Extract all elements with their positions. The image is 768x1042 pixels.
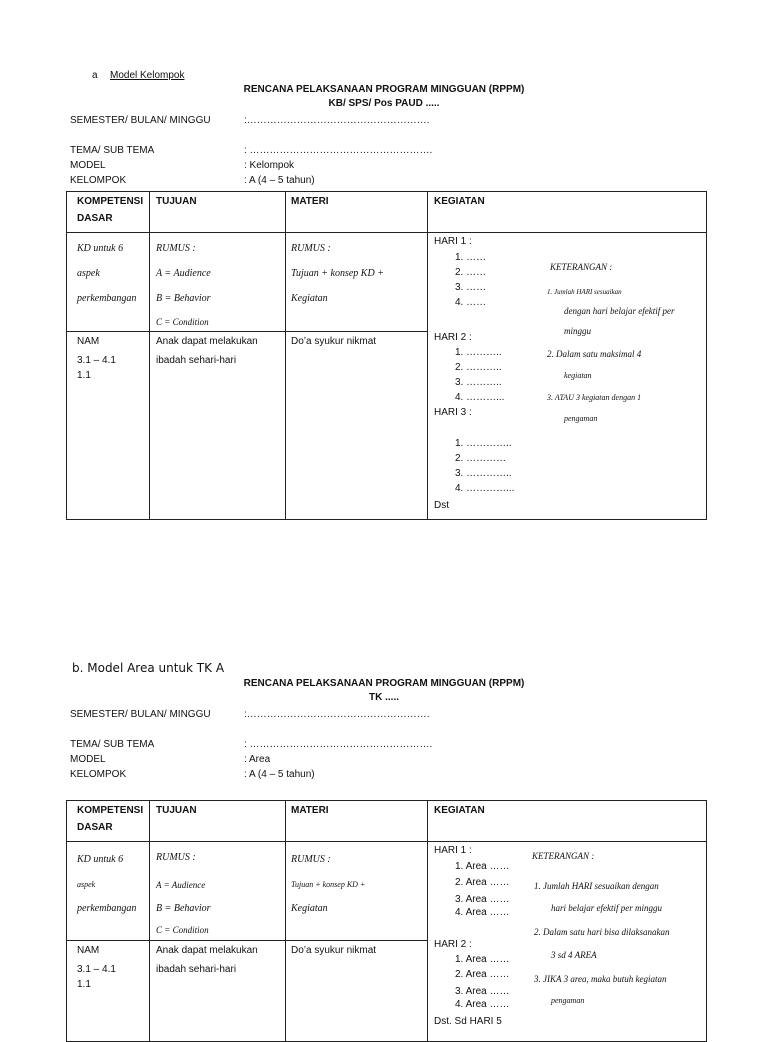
- keterangan-item: pengaman: [551, 996, 585, 1005]
- list-item: 4. Area ……: [455, 907, 510, 918]
- kd-range: 3.1 – 4.1: [77, 355, 116, 366]
- list-item: 3. Area ……: [455, 986, 510, 997]
- keterangan-item: 2. Dalam satu maksimal 4: [547, 349, 642, 359]
- keterangan-item: minggu: [564, 326, 591, 336]
- list-item: 3. …………..: [455, 468, 512, 479]
- col-divider: [285, 192, 286, 519]
- materi-formula: Kegiatan: [291, 903, 328, 914]
- col-divider: [149, 192, 150, 519]
- rumus-label: RUMUS :: [156, 243, 196, 254]
- model-value: : Area: [244, 754, 271, 765]
- kd-note: KD untuk 6: [77, 854, 124, 865]
- tujuan-text: ibadah sehari-hari: [156, 964, 237, 975]
- hari-2: HARI 2 :: [434, 939, 472, 950]
- list-item: 1. ………..: [455, 347, 502, 358]
- list-item: 2. ………..: [455, 362, 502, 373]
- kd-note: KD untuk 6: [77, 243, 124, 254]
- hari-2: HARI 2 :: [434, 332, 472, 343]
- rumus-c: C = Condition: [156, 317, 209, 327]
- header-kegiatan: KEGIATAN: [434, 196, 485, 207]
- kelompok-value: : A (4 – 5 tahun): [244, 175, 315, 186]
- header-tujuan: TUJUAN: [156, 196, 197, 207]
- col-divider: [427, 801, 428, 1041]
- header-kompetensi: KOMPETENSI: [77, 805, 144, 816]
- section-a-heading: Model Kelompok: [110, 70, 185, 81]
- row-divider: [67, 841, 706, 842]
- list-item: 3. ……: [455, 282, 487, 293]
- header-dasar: DASAR: [77, 822, 113, 833]
- rumus-a: A = Audience: [156, 268, 211, 279]
- header-kegiatan: KEGIATAN: [434, 805, 485, 816]
- semester-label: SEMESTER/ BULAN/ MINGGU: [70, 115, 211, 126]
- tujuan-text: Anak dapat melakukan: [156, 945, 258, 956]
- materi-formula: Tujuan + konsep KD +: [291, 268, 384, 279]
- header-materi: MATERI: [291, 805, 329, 816]
- list-item: 2. Area ……: [455, 969, 510, 980]
- section-b-title: RENCANA PELAKSANAAN PROGRAM MINGGUAN (RPPM): [243, 678, 525, 689]
- materi-formula: Kegiatan: [291, 293, 328, 304]
- kelompok-label: KELOMPOK: [70, 175, 127, 186]
- keterangan-item: 3. ATAU 3 kegiatan dengan 1: [547, 393, 642, 402]
- semester-value: :……………………………………………….: [244, 115, 430, 126]
- list-item: 2. Area ……: [455, 877, 510, 888]
- rppm-table-a: [66, 191, 707, 520]
- col-divider: [285, 801, 286, 1041]
- section-b-subtitle: TK .....: [369, 692, 399, 703]
- dst: Dst. Sd HARI 5: [434, 1016, 502, 1027]
- section-a-subtitle: KB/ SPS/ Pos PAUD .....: [328, 98, 440, 109]
- rumus-b: B = Behavior: [156, 903, 211, 914]
- tema-label: TEMA/ SUB TEMA: [70, 739, 155, 750]
- rumus-c: C = Condition: [156, 925, 209, 935]
- kd-note: aspek: [77, 880, 96, 889]
- kd-range: 3.1 – 4.1: [77, 964, 116, 975]
- tema-label: TEMA/ SUB TEMA: [70, 145, 155, 156]
- list-item: 3. ………..: [455, 377, 502, 388]
- rumus-b: B = Behavior: [156, 293, 211, 304]
- kd-note: perkembangan: [77, 293, 137, 304]
- keterangan-item: dengan hari belajar efektif per: [564, 306, 675, 316]
- header-materi: MATERI: [291, 196, 329, 207]
- rumus-label: RUMUS :: [156, 852, 196, 863]
- materi-formula: Tujuan + konsep KD +: [291, 880, 366, 889]
- list-item: 1. Area ……: [455, 861, 510, 872]
- row-divider: [67, 232, 706, 233]
- col-divider: [427, 192, 428, 519]
- col-divider: [149, 801, 150, 1041]
- row-divider: [67, 940, 427, 941]
- section-b-heading: b. Model Area untuk TK A: [72, 661, 225, 675]
- keterangan-item: hari belajar efektif per minggu: [551, 903, 662, 913]
- tujuan-text: Anak dapat melakukan: [156, 336, 258, 347]
- tema-value: : ……………………………………………….: [244, 145, 433, 156]
- hari-1: HARI 1 :: [434, 845, 472, 856]
- tujuan-text: ibadah sehari-hari: [156, 355, 237, 366]
- model-label: MODEL: [70, 160, 106, 171]
- kd-nam: NAM: [77, 336, 100, 347]
- list-item: 2. …………: [455, 453, 507, 464]
- model-value: : Kelompok: [244, 160, 295, 171]
- section-a-title: RENCANA PELAKSANAAN PROGRAM MINGGUAN (RPPM): [243, 84, 525, 95]
- list-item: 4. ………...: [455, 392, 505, 403]
- hari-3: HARI 3 :: [434, 407, 472, 418]
- kelompok-label: KELOMPOK: [70, 769, 127, 780]
- header-tujuan: TUJUAN: [156, 805, 197, 816]
- materi-text: Do’a syukur nikmat: [291, 336, 377, 347]
- keterangan-item: 3. JIKA 3 area, maka butuh kegiatan: [534, 974, 667, 984]
- list-item: 4. ……: [455, 297, 487, 308]
- dst: Dst: [434, 500, 449, 511]
- hari-1: HARI 1 :: [434, 236, 472, 247]
- keterangan-item: kegiatan: [564, 371, 592, 380]
- list-item: 2. ……: [455, 267, 487, 278]
- tema-value: : ……………………………………………….: [244, 739, 433, 750]
- keterangan-item: 3 sd 4 AREA: [551, 950, 597, 960]
- header-kompetensi: KOMPETENSI: [77, 196, 144, 207]
- materi-text: Do’a syukur nikmat: [291, 945, 377, 956]
- keterangan-item: 2. Dalam satu hari bisa dilaksanakan: [534, 927, 670, 937]
- keterangan-item: pengaman: [564, 414, 598, 423]
- semester-label: SEMESTER/ BULAN/ MINGGU: [70, 709, 211, 720]
- keterangan-title: KETERANGAN :: [550, 262, 613, 272]
- kd-one: 1.1: [77, 370, 91, 381]
- semester-value: :……………………………………………….: [244, 709, 430, 720]
- rppm-table-b: [66, 800, 707, 1042]
- list-item: 1. Area ……: [455, 954, 510, 965]
- list-item: 3. Area ……: [455, 894, 510, 905]
- materi-rumus: RUMUS :: [291, 243, 331, 254]
- keterangan-title: KETERANGAN :: [532, 851, 595, 861]
- list-item: 4. Area ……: [455, 999, 510, 1010]
- list-item: 4. …………...: [455, 483, 515, 494]
- model-label: MODEL: [70, 754, 106, 765]
- materi-rumus: RUMUS :: [291, 854, 331, 865]
- row-divider: [67, 331, 427, 332]
- keterangan-item: 1. Jumlah HARI sesuaikan dengan: [534, 881, 659, 891]
- list-item: 1. ……: [455, 252, 487, 263]
- header-dasar: DASAR: [77, 213, 113, 224]
- kd-nam: NAM: [77, 945, 100, 956]
- list-item: 1. …………..: [455, 438, 512, 449]
- section-a-label: a: [92, 70, 98, 81]
- rumus-a: A = Audience: [156, 880, 206, 890]
- kd-note: perkembangan: [77, 903, 137, 914]
- kelompok-value: : A (4 – 5 tahun): [244, 769, 315, 780]
- keterangan-item: 1. Jumlah HARI sesuaikan: [547, 288, 622, 296]
- kd-note: aspek: [77, 268, 100, 279]
- kd-one: 1.1: [77, 979, 91, 990]
